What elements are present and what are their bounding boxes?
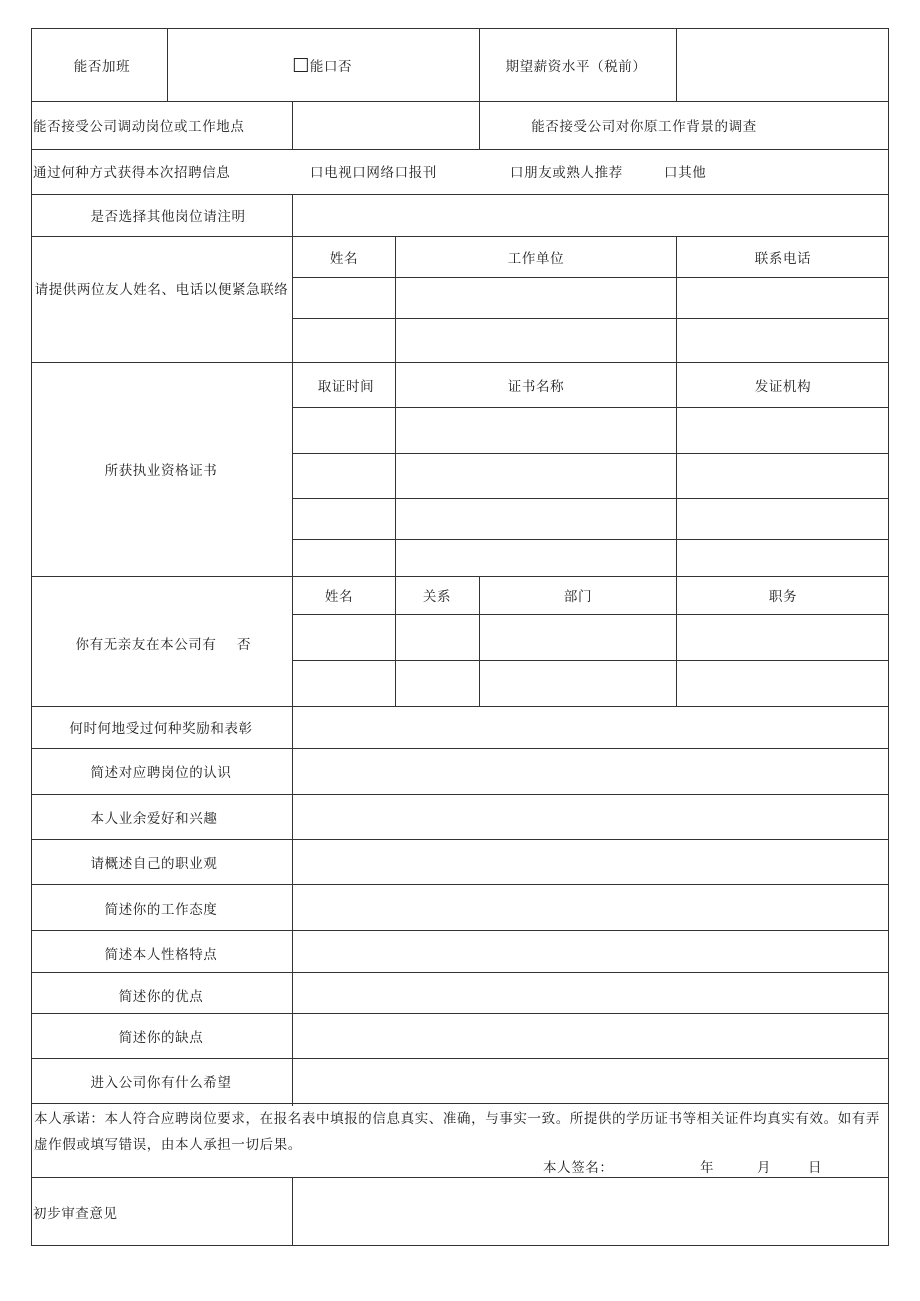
position-view-field[interactable] xyxy=(293,749,888,794)
certificates-entry-area[interactable] xyxy=(293,408,888,576)
rule xyxy=(31,28,32,1246)
emergency-label: 请提供两位友人姓名、电话以便紧急联络 xyxy=(34,282,289,298)
hopes-label: 进入公司你有什么希望 xyxy=(90,1075,232,1091)
emergency-cell[interactable] xyxy=(677,319,888,362)
emergency-cell[interactable] xyxy=(677,278,888,318)
career-view-field[interactable] xyxy=(293,840,888,884)
rule xyxy=(31,149,889,150)
strengths-label: 简述你的优点 xyxy=(118,989,204,1005)
signature-month: 月 xyxy=(757,1160,772,1176)
overtime-no-label: 口否 xyxy=(323,59,353,75)
review-field[interactable] xyxy=(293,1178,888,1245)
emergency-header-employer: 工作单位 xyxy=(507,251,565,267)
overtime-label: 能否加班 xyxy=(73,59,131,75)
other-position-field[interactable] xyxy=(293,195,888,236)
emergency-header-phone: 联系电话 xyxy=(754,251,812,267)
salary-label: 期望薪资水平（税前） xyxy=(505,59,647,75)
relocation-field[interactable] xyxy=(293,102,479,149)
weaknesses-field[interactable] xyxy=(293,1014,888,1058)
source-options-media[interactable]: 口电视口网络口报刊 xyxy=(310,165,437,181)
certificates-label: 所获执业资格证书 xyxy=(104,463,218,479)
rule xyxy=(31,1103,889,1104)
signature-year: 年 xyxy=(700,1160,715,1176)
hopes-field[interactable] xyxy=(293,1059,888,1103)
overtime-yes-label: 能 xyxy=(309,59,324,75)
rule xyxy=(888,28,889,1246)
relatives-header-name: 姓名 xyxy=(324,589,354,605)
review-label: 初步审查意见 xyxy=(33,1206,118,1222)
relatives-entry-area[interactable] xyxy=(293,615,888,706)
relatives-label: 你有无亲友在本公司有 xyxy=(75,637,217,653)
overtime-yes-checkbox[interactable] xyxy=(294,58,308,72)
emergency-cell[interactable] xyxy=(396,278,676,318)
relatives-no-option[interactable]: 否 xyxy=(236,637,252,653)
certificates-header-issuer: 发证机构 xyxy=(754,379,812,395)
emergency-cell[interactable] xyxy=(396,319,676,362)
rule xyxy=(31,1245,889,1246)
background-check-label: 能否接受公司对你原工作背景的调查 xyxy=(531,119,757,135)
other-position-label: 是否选择其他岗位请注明 xyxy=(90,209,246,225)
certificates-header-name: 证书名称 xyxy=(507,379,565,395)
certificates-header-date: 取证时间 xyxy=(317,379,375,395)
personality-label: 简述本人性格特点 xyxy=(104,947,218,963)
emergency-cell[interactable] xyxy=(293,278,395,318)
position-view-label: 简述对应聘岗位的认识 xyxy=(90,765,232,781)
signature-field[interactable] xyxy=(615,1156,695,1176)
source-option-referral[interactable]: 口朋友或熟人推荐 xyxy=(510,165,623,181)
awards-field[interactable] xyxy=(293,707,888,748)
awards-label: 何时何地受过何种奖励和表彰 xyxy=(69,721,253,737)
rule xyxy=(31,576,889,577)
rule xyxy=(479,101,480,149)
emergency-cell[interactable] xyxy=(293,319,395,362)
rule xyxy=(31,236,889,237)
relocation-label: 能否接受公司调动岗位或工作地点 xyxy=(33,119,245,135)
pledge-text: 本人承诺：本人符合应聘岗位要求，在报名表中填报的信息真实、准确，与事实一致。所提供的学历证书等相关证件均真实有效。如有弄虚作假或填写错误，由本人承担一切后果。 xyxy=(34,1111,880,1153)
relatives-header-department: 部门 xyxy=(563,589,593,605)
work-attitude-label: 简述你的工作态度 xyxy=(104,902,218,918)
weaknesses-label: 简述你的缺点 xyxy=(118,1030,204,1046)
overtime-options xyxy=(294,55,352,75)
relatives-header-relation: 关系 xyxy=(422,589,452,605)
career-view-label: 请概述自己的职业观 xyxy=(90,856,218,872)
personality-field[interactable] xyxy=(293,931,888,972)
strengths-field[interactable] xyxy=(293,973,888,1013)
signature-day: 日 xyxy=(808,1160,823,1176)
rule xyxy=(167,28,168,101)
hobbies-field[interactable] xyxy=(293,795,888,839)
emergency-header-name: 姓名 xyxy=(329,251,359,267)
rule xyxy=(479,28,480,101)
signature-label: 本人签名： xyxy=(543,1160,614,1176)
hobbies-label: 本人业余爱好和兴趣 xyxy=(90,811,218,827)
source-option-other[interactable]: 口其他 xyxy=(664,165,707,181)
source-label: 通过何种方式获得本次招聘信息 xyxy=(33,165,231,181)
salary-field[interactable] xyxy=(677,29,888,101)
work-attitude-field[interactable] xyxy=(293,885,888,930)
rule xyxy=(31,362,889,363)
relatives-header-title: 职务 xyxy=(768,589,798,605)
